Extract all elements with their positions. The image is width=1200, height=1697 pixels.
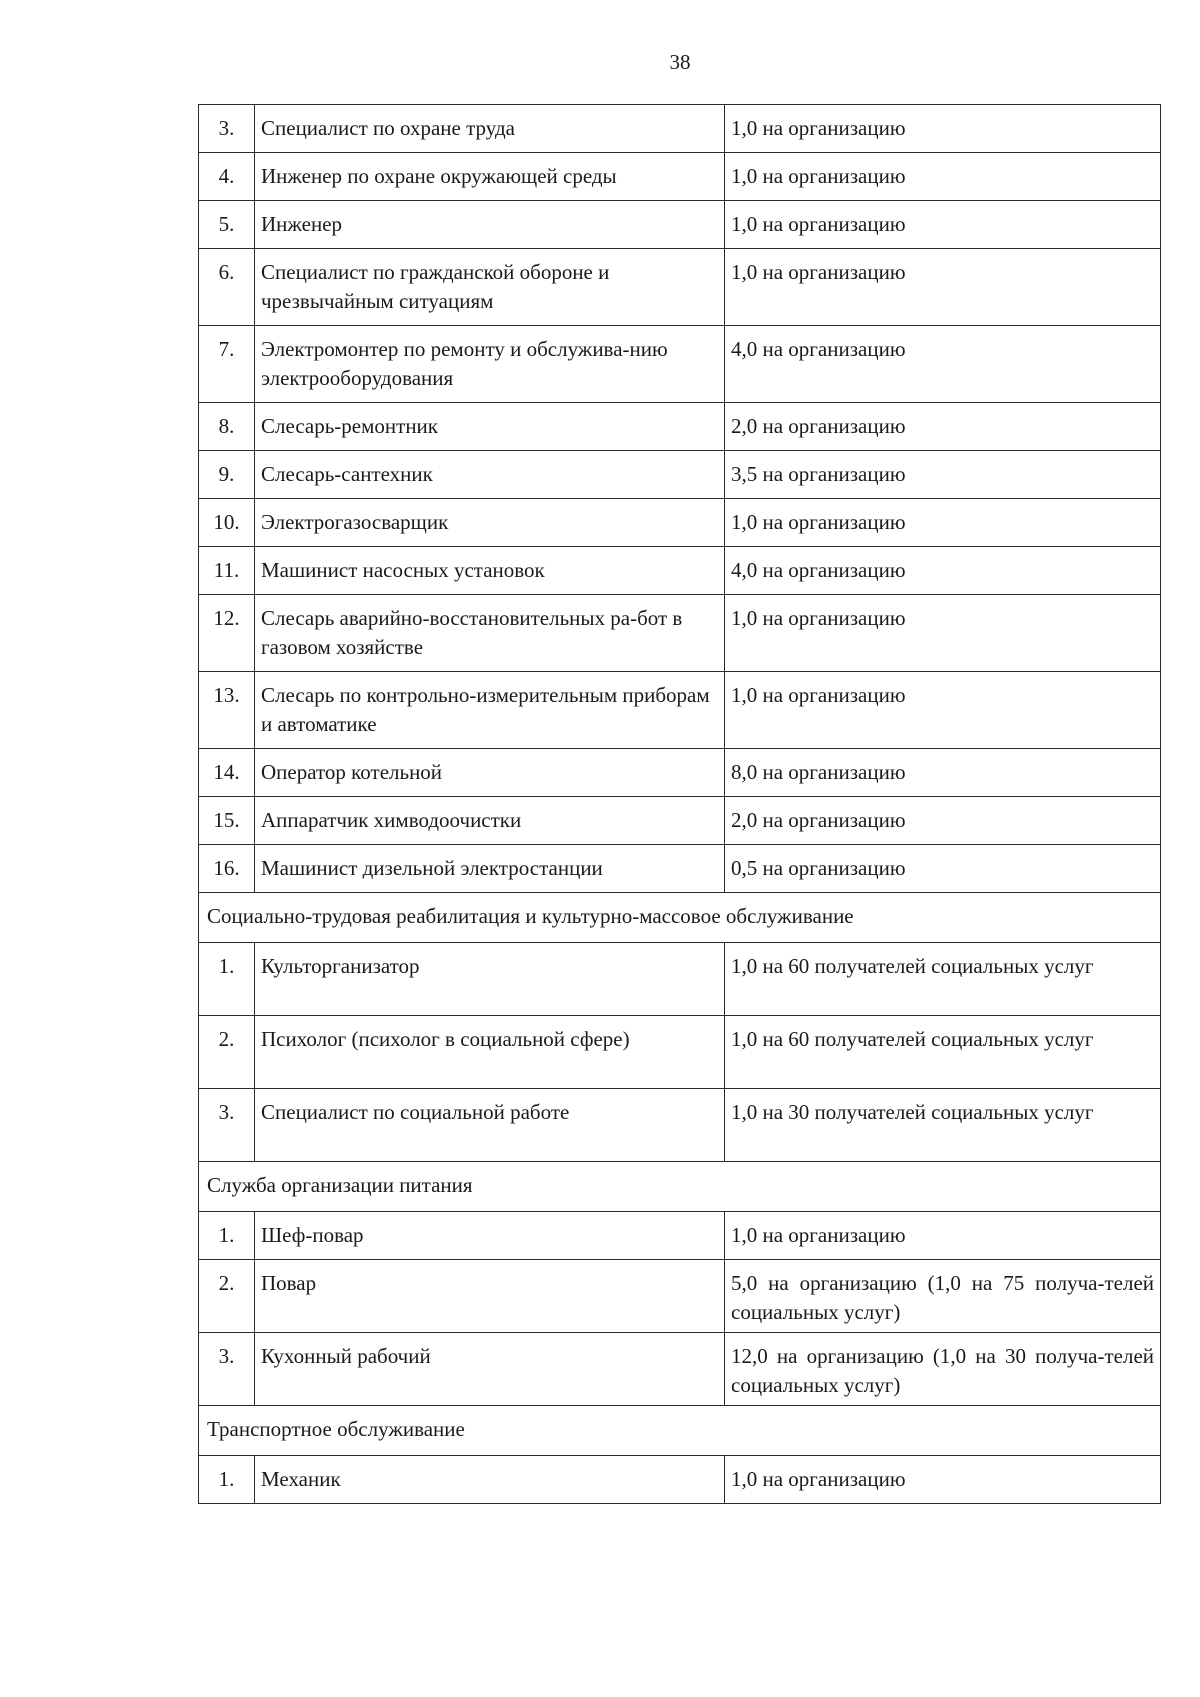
section-header-row <box>199 893 1161 943</box>
row-number: 6. <box>199 249 255 326</box>
table-row <box>199 672 1161 749</box>
staffing-norm: 1,0 на 60 получателей социальных услуг <box>725 943 1161 1016</box>
table-row <box>199 249 1161 326</box>
position-name: Специалист по социальной работе <box>255 1089 725 1162</box>
table-row <box>199 153 1161 201</box>
position-name: Специалист по охране труда <box>255 105 725 153</box>
row-number: 8. <box>199 403 255 451</box>
position-name: Слесарь аварийно-восстановительных ра-бот в газовом хозяйстве <box>255 595 725 672</box>
position-name: Инженер <box>255 201 725 249</box>
table-row <box>199 797 1161 845</box>
staffing-norm: 1,0 на 30 получателей социальных услуг <box>725 1089 1161 1162</box>
row-number: 15. <box>199 797 255 845</box>
position-name: Машинист насосных установок <box>255 547 725 595</box>
staffing-norm: 2,0 на организацию <box>725 403 1161 451</box>
table-row <box>199 499 1161 547</box>
section-title: Социально-трудовая реабилитация и культурно-массовое обслуживание <box>199 893 1161 943</box>
section-header-row <box>199 1406 1161 1456</box>
staffing-norm: 8,0 на организацию <box>725 749 1161 797</box>
position-name: Электрогазосварщик <box>255 499 725 547</box>
staffing-table <box>198 104 1161 1504</box>
staffing-norm: 3,5 на организацию <box>725 451 1161 499</box>
position-name: Культорганизатор <box>255 943 725 1016</box>
staffing-norm: 1,0 на 60 получателей социальных услуг <box>725 1016 1161 1089</box>
table-row <box>199 326 1161 403</box>
staffing-norm: 1,0 на организацию <box>725 201 1161 249</box>
position-name: Оператор котельной <box>255 749 725 797</box>
row-number: 3. <box>199 1089 255 1162</box>
row-number: 2. <box>199 1016 255 1089</box>
table-row <box>199 1212 1161 1260</box>
table-row <box>199 1016 1161 1089</box>
row-number: 1. <box>199 943 255 1016</box>
table-row <box>199 1456 1161 1504</box>
table-row <box>199 451 1161 499</box>
position-name: Кухонный рабочий <box>255 1333 725 1406</box>
row-number: 13. <box>199 672 255 749</box>
table-row <box>199 943 1161 1016</box>
staffing-norm: 12,0 на организацию (1,0 на 30 получа-телей социальных услуг) <box>725 1333 1161 1406</box>
position-name: Аппаратчик химводоочистки <box>255 797 725 845</box>
row-number: 1. <box>199 1456 255 1504</box>
staffing-norm: 1,0 на организацию <box>725 1456 1161 1504</box>
table-row <box>199 201 1161 249</box>
staffing-norm: 1,0 на организацию <box>725 153 1161 201</box>
table-row <box>199 845 1161 893</box>
row-number: 7. <box>199 326 255 403</box>
table-row <box>199 595 1161 672</box>
table-row <box>199 1260 1161 1333</box>
staffing-norm: 2,0 на организацию <box>725 797 1161 845</box>
staffing-norm: 4,0 на организацию <box>725 326 1161 403</box>
staffing-norm: 1,0 на организацию <box>725 672 1161 749</box>
table-row <box>199 403 1161 451</box>
staffing-norm: 4,0 на организацию <box>725 547 1161 595</box>
staffing-table-body <box>199 105 1161 1504</box>
table-row <box>199 105 1161 153</box>
position-name: Психолог (психолог в социальной сфере) <box>255 1016 725 1089</box>
table-row <box>199 749 1161 797</box>
position-name: Машинист дизельной электростанции <box>255 845 725 893</box>
staffing-norm: 1,0 на организацию <box>725 1212 1161 1260</box>
staffing-norm: 5,0 на организацию (1,0 на 75 получа-телей социальных услуг) <box>725 1260 1161 1333</box>
position-name: Слесарь-сантехник <box>255 451 725 499</box>
section-title: Транспортное обслуживание <box>199 1406 1161 1456</box>
row-number: 3. <box>199 105 255 153</box>
row-number: 11. <box>199 547 255 595</box>
row-number: 3. <box>199 1333 255 1406</box>
position-name: Специалист по гражданской обороне и чрезвычайным ситуациям <box>255 249 725 326</box>
position-name: Электромонтер по ремонту и обслужива-нию электрооборудования <box>255 326 725 403</box>
section-title: Служба организации питания <box>199 1162 1161 1212</box>
table-row <box>199 1089 1161 1162</box>
position-name: Шеф-повар <box>255 1212 725 1260</box>
page-number: 38 <box>669 50 691 74</box>
staffing-norm: 1,0 на организацию <box>725 249 1161 326</box>
row-number: 14. <box>199 749 255 797</box>
position-name: Слесарь-ремонтник <box>255 403 725 451</box>
table-row <box>199 1333 1161 1406</box>
row-number: 1. <box>199 1212 255 1260</box>
row-number: 4. <box>199 153 255 201</box>
staffing-norm: 1,0 на организацию <box>725 499 1161 547</box>
row-number: 9. <box>199 451 255 499</box>
section-header-row <box>199 1162 1161 1212</box>
position-name: Повар <box>255 1260 725 1333</box>
position-name: Слесарь по контрольно-измерительным приборам и автоматике <box>255 672 725 749</box>
row-number: 5. <box>199 201 255 249</box>
staffing-norm: 1,0 на организацию <box>725 595 1161 672</box>
row-number: 10. <box>199 499 255 547</box>
position-name: Механик <box>255 1456 725 1504</box>
row-number: 16. <box>199 845 255 893</box>
staffing-norm: 0,5 на организацию <box>725 845 1161 893</box>
row-number: 12. <box>199 595 255 672</box>
position-name: Инженер по охране окружающей среды <box>255 153 725 201</box>
table-row <box>199 547 1161 595</box>
staffing-norm: 1,0 на организацию <box>725 105 1161 153</box>
row-number: 2. <box>199 1260 255 1333</box>
